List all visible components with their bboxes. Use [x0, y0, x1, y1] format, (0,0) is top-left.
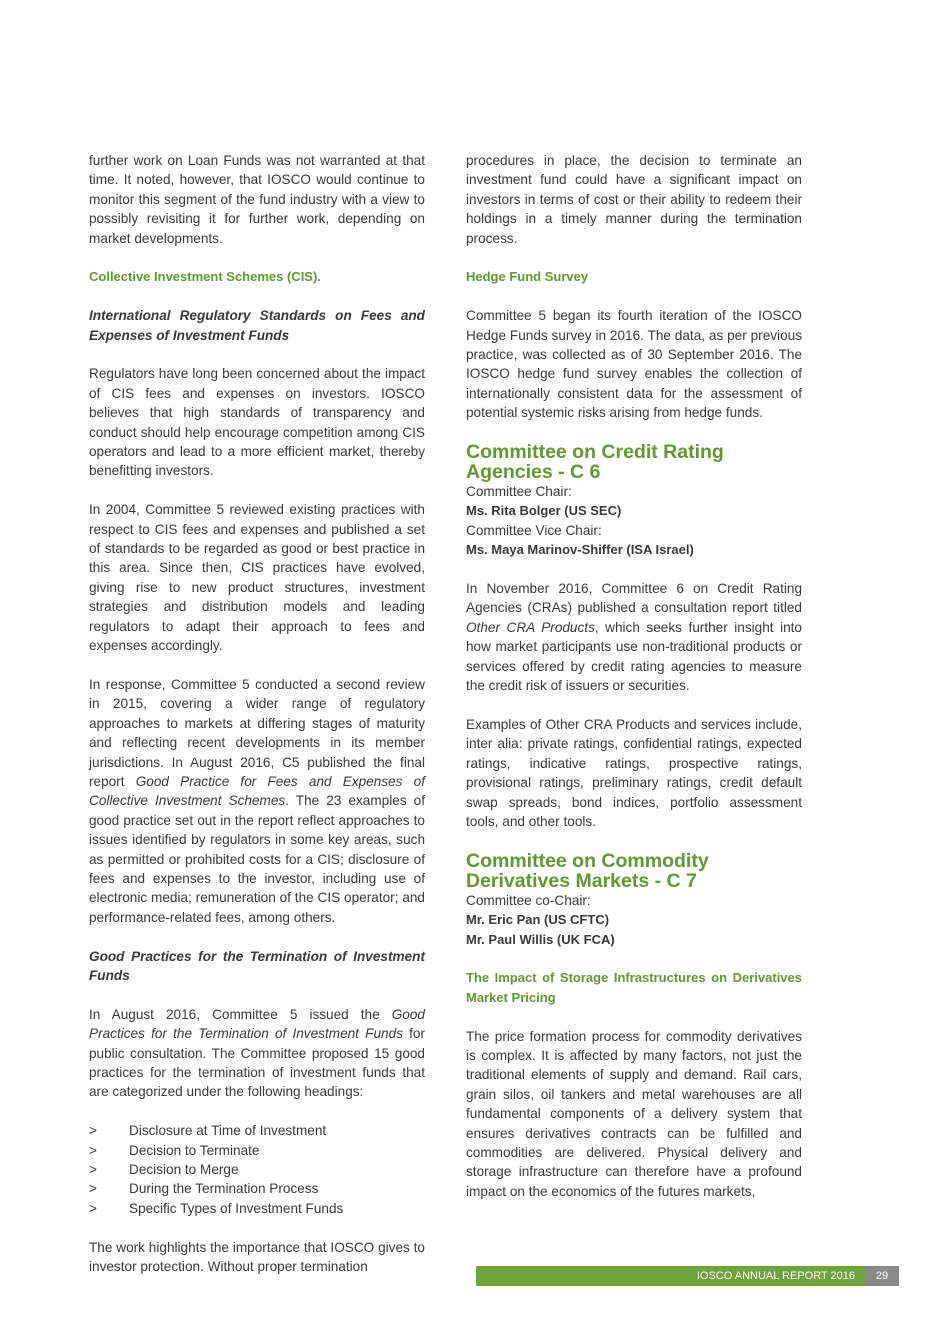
paragraph-2015-review: In response, Committee 5 conducted a second review in 2015, covering a wider range of regulatory approaches to markets at differing stages of maturity and reflecting recent developments in its member jurisdictions. In August 2016, C5 published the final report Good Practice for Fees and Expenses of Collective Investment Schemes. The 23 examples of good practice set out in the report reflect approaches to issues identified by regulators in some key areas, such as permitted or prohibited costs for a CIS; disclosure of fees and expenses to the investor, including use of electronic media; remuneration of the CIS operator; and performance-related fees, among others. [89, 676, 426, 925]
right-column [466, 151, 802, 1221]
heading-termination: Good Practices for the Termination of Investment Funds [89, 948, 425, 983]
heading-storage-infrastructure: The Impact of Storage Infrastructures on Derivatives Market Pricing [466, 970, 802, 1005]
chair-name: Ms. Rita Bolger (US SEC) [466, 503, 622, 519]
report-title: Good Practices for the Termination of Investment Funds [89, 1006, 425, 1042]
chevron-right-icon: > [89, 1181, 97, 1197]
chair-label: Committee Chair: [466, 484, 572, 500]
chevron-right-icon: > [89, 1142, 97, 1158]
heading-committee-c6: Committee on Credit Rating Agencies - C 6 [466, 441, 724, 484]
paragraph-termination-procedures: procedures in place, the decision to terminate an investment fund could have a significant impact on investors in terms of cost or their ability to redeem their holdings in a timely manner during the termination process. [466, 153, 802, 246]
heading-fees-standards: International Regulatory Standards on Fees and Expenses of Investment Funds [89, 308, 425, 343]
co-chair-name: Mr. Eric Pan (US CFTC) [466, 912, 610, 928]
list-item: > Disclosure at Time of Investment [89, 1121, 425, 1140]
paragraph-termination: In August 2016, Committee 5 issued the Good Practices for the Termination of Investment Funds for public consultation. The Committee proposed 15 good practices for the termination of investment funds that are categorized under the following headings: [89, 1006, 425, 1100]
paragraph-loan-funds: further work on Loan Funds was not warranted at that time. It noted, however, that IOSCO would continue to monitor this segment of the fund industry with a view to possibly revisiting it for further work, depending on market developments. [89, 153, 425, 246]
heading-committee-c7: Committee on Commodity Derivatives Markets - C 7 [466, 849, 709, 892]
co-chair-label: Committee co-Chair: [466, 892, 591, 908]
page-number: 29 [865, 1266, 899, 1286]
paragraph-price-formation: The price formation process for commodity derivatives is complex. It is affected by many factors, not just the traditional elements of supply and demand. Rail cars, grain silos, oil tankers and metal warehouses are all fundamental components of a delivery system that ensures derivatives contracts can be fulfilled and commodities are delivered. Physical delivery and storage infrastructure can therefore have a profound impact on the economics of the futures markets, [466, 1028, 802, 1199]
footer-report-title: IOSCO ANNUAL REPORT 2016 [476, 1266, 865, 1286]
list-item: > Decision to Terminate [89, 1141, 425, 1160]
chevron-right-icon: > [89, 1123, 97, 1139]
list-item: > Decision to Merge [89, 1160, 425, 1179]
paragraph-2004-review: In 2004, Committee 5 reviewed existing practices with respect to CIS fees and expenses and published a set of standards to be regarded as good or best practice in this area. Since then, CIS practices have evolved, giving rise to new product structures, investment strategies and distribution models and leading regulators to adapt their approach to fees and expenses accordingly. [89, 502, 425, 654]
vice-chair-label: Committee Vice Chair: [466, 522, 602, 538]
paragraph-investor-protection: The work highlights the importance that IOSCO gives to investor protection. Without proper termination [89, 1239, 425, 1275]
chevron-right-icon: > [89, 1162, 97, 1177]
c6-officers [466, 482, 802, 560]
report-title: Other CRA Products [466, 619, 595, 635]
report-title: Good Practice for Fees and Expenses of Collective Investment Schemes [89, 773, 425, 809]
list-item: > During the Termination Process [89, 1179, 425, 1198]
chevron-right-icon: > [89, 1200, 97, 1216]
termination-headings-list [89, 1121, 425, 1218]
list-item: > Specific Types of Investment Funds [89, 1199, 425, 1218]
paragraph-cra-consultation: In November 2016, Committee 6 on Credit Rating Agencies (CRAs) published a consultation report titled Other CRA Products, which seeks further insight into how market participants use non-traditional products or services offered by credit rating agencies to measure the credit risk of issuers or securities. [466, 581, 802, 694]
paragraph-cis-fees: Regulators have long been concerned about the impact of CIS fees and expenses on investors. IOSCO believes that high standards of transparency and conduct should help encourage competition among CIS operators and lead to a more efficient market, thereby benefitting investors. [89, 366, 425, 479]
vice-chair-name: Ms. Maya Marinov-Shiffer (ISA Israel) [466, 542, 694, 558]
co-chair-name: Mr. Paul Willis (UK FCA) [466, 931, 615, 947]
left-column [89, 151, 425, 1296]
heading-cis: Collective Investment Schemes (CIS). [89, 269, 321, 285]
c7-officers [466, 891, 802, 949]
paragraph-cra-products: Examples of Other CRA Products and services include, inter alia: private ratings, confidential ratings, expected ratings, indicative ratings, prospective ratings, provisional ratings, preliminary ratings, credit default swap spreads, bond indices, portfolio assessment tools, and other tools. [466, 716, 802, 829]
heading-hedge-fund-survey: Hedge Fund Survey [466, 269, 589, 285]
paragraph-hedge-fund-survey: Committee 5 began its fourth iteration of the IOSCO Hedge Funds survey in 2016. The data, as per previous practice, was collected as of 30 September 2016. The IOSCO hedge fund survey enables the collection of internationally consistent data for the assessment of potential systemic risks arising from hedge funds. [466, 308, 802, 421]
